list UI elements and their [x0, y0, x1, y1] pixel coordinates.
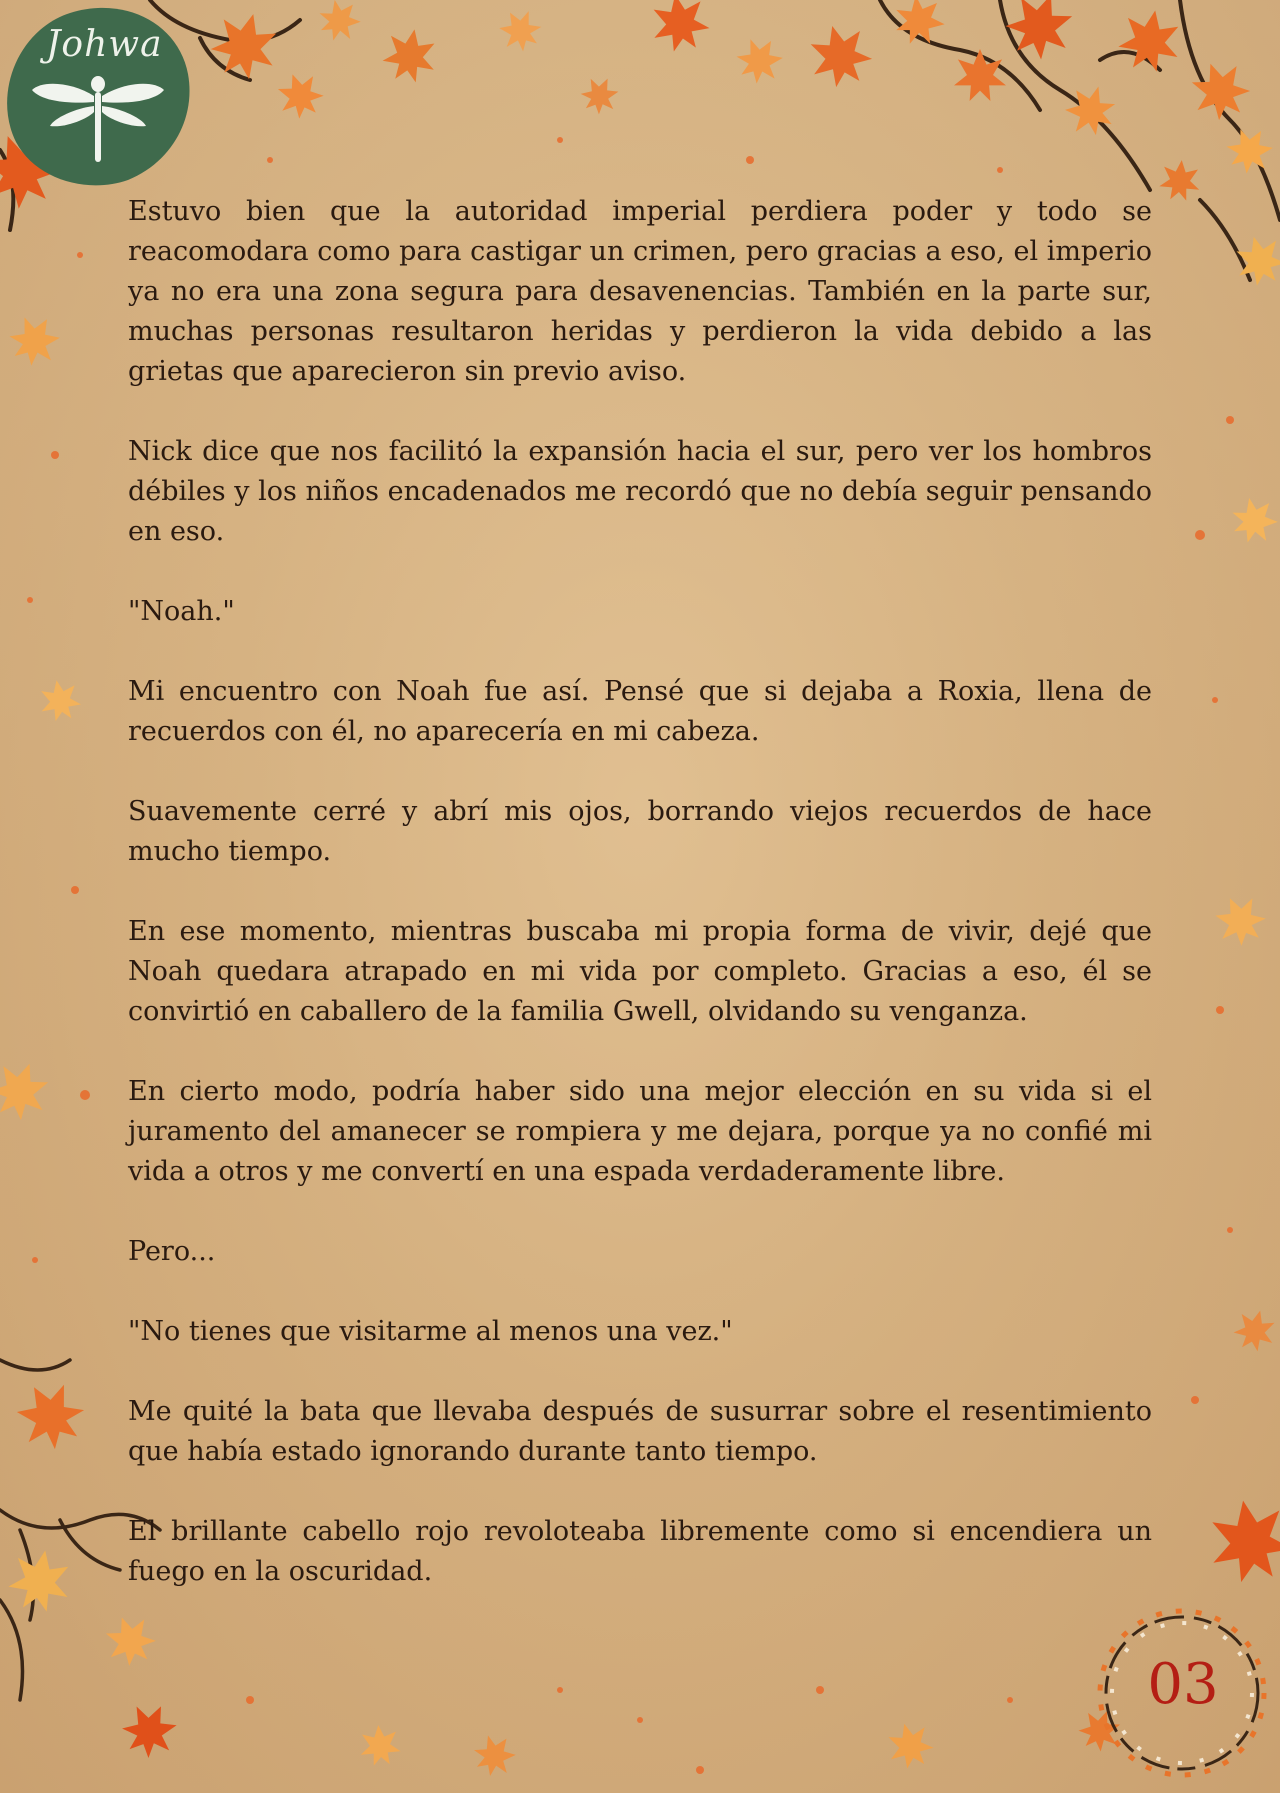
paragraph: En cierto modo, podría haber sido una mejor elección en su vida si el juramento del amanecer se rompiera y me dejara, porque ya no confié mi vida a otros y me convertí en una espada verdaderamente libre. — [128, 1076, 1152, 1187]
paragraph: Estuvo bien que la autoridad imperial perdiera poder y todo se reacomodara como para castigar un crimen, pero gracias a eso, el imperio ya no era una zona segura para desavenencias. También en la parte sur, muchas personas resultaron heridas y perdieron la vida debido a las grietas que aparecieron sin previo aviso. — [128, 196, 1152, 387]
body-text — [128, 192, 1152, 1632]
paragraph: Nick dice que nos facilitó la expansión hacia el sur, pero ver los hombros débiles y los niños encadenados me recordó que no debía seguir pensando en eso. — [128, 436, 1152, 547]
paragraph: En ese momento, mientras buscaba mi propia forma de vivir, dejé que Noah quedara atrapado en mi vida por completo. Gracias a eso, él se convirtió en caballero de la familia Gwell, olvidando su venganza. — [128, 916, 1152, 1027]
paragraph: Mi encuentro con Noah fue así. Pensé que si dejaba a Roxia, llena de recuerdos con él, no aparecería en mi cabeza. — [128, 676, 1152, 747]
paragraph: Suavemente cerré y abrí mis ojos, borrando viejos recuerdos de hace mucho tiempo. — [128, 796, 1152, 867]
johwa-logo — [2, 2, 194, 192]
logo-text: Johwa — [46, 24, 163, 65]
paragraph: "No tienes que visitarme al menos una vez." — [128, 1316, 733, 1347]
paragraph: El brillante cabello rojo revoloteaba libremente como si encendiera un fuego en la oscuridad. — [128, 1516, 1152, 1587]
paragraph: Pero... — [128, 1236, 216, 1267]
page-number: 03 — [1147, 1652, 1219, 1717]
paragraph: Me quité la bata que llevaba después de susurrar sobre el resentimiento que había estado ignorando durante tanto tiempo. — [128, 1396, 1152, 1467]
paragraph: "Noah." — [128, 596, 235, 627]
